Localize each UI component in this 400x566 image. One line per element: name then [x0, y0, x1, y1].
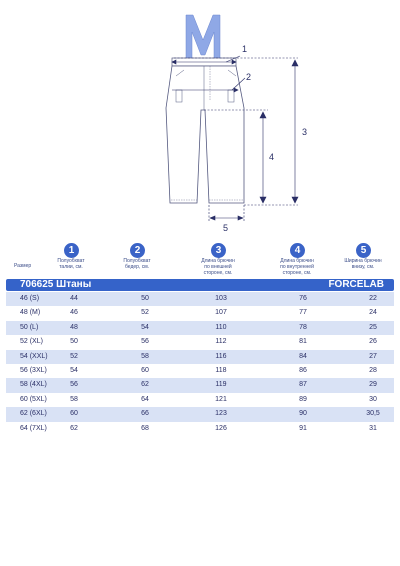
value-cell: 58	[70, 395, 78, 403]
pants-outline	[166, 66, 244, 203]
value-cell: 58	[141, 352, 149, 360]
col-num-4: 4	[290, 243, 305, 258]
value-cell: 121	[215, 395, 227, 403]
value-cell: 126	[215, 424, 227, 432]
col-num-1: 1	[64, 243, 79, 258]
value-cell: 44	[70, 295, 78, 302]
measure-label-2: 2	[246, 72, 252, 82]
value-cell: 25	[369, 323, 377, 331]
value-cell: 77	[299, 309, 307, 317]
value-cell: 86	[299, 366, 307, 374]
value-cell: 62	[141, 381, 149, 389]
value-cell: 84	[299, 352, 307, 360]
value-cell: 29	[369, 381, 377, 389]
value-cell: 66	[141, 410, 149, 418]
value-cell: 24	[369, 309, 377, 317]
value-cell: 31	[369, 424, 377, 432]
size-table	[6, 292, 394, 436]
value-cell: 87	[299, 381, 307, 389]
value-cell: 50	[141, 295, 149, 302]
size-cell: 46 (S)	[20, 295, 40, 302]
col-num-2: 2	[130, 243, 145, 258]
value-cell: 56	[141, 338, 149, 346]
table-row	[6, 350, 394, 364]
table-row	[6, 292, 394, 306]
size-cell: 64 (7XL)	[20, 424, 47, 432]
col-head-5: Ширина брючин внизу, см.	[344, 258, 382, 270]
size-cell: 58 (4XL)	[20, 381, 47, 389]
size-cell: 52 (XL)	[20, 338, 43, 346]
size-cell: 62 (6XL)	[20, 410, 47, 418]
col-head-1: Полуобхват талии, см.	[57, 258, 85, 270]
model-title-bar	[6, 279, 394, 291]
col-head-2: Полуобхват бедер, см.	[123, 258, 151, 270]
value-cell: 52	[70, 352, 78, 360]
col-head-3: Длина брючин по внешней стороне, см.	[201, 258, 235, 276]
measure-label-4: 4	[269, 152, 275, 162]
value-cell: 91	[299, 424, 307, 432]
value-cell: 30	[369, 395, 377, 403]
pants-diagram	[0, 0, 400, 240]
value-cell: 118	[215, 366, 227, 374]
size-cell: 56 (3XL)	[20, 366, 47, 374]
value-cell: 107	[215, 309, 227, 317]
model-name: 706625 Штаны	[20, 279, 92, 290]
size-cell: 60 (5XL)	[20, 395, 47, 403]
measure-label-5: 5	[223, 223, 229, 233]
suspender-straps	[186, 15, 220, 62]
col-num-3: 3	[211, 243, 226, 258]
value-cell: 28	[369, 366, 377, 374]
size-cell: 54 (XXL)	[20, 352, 48, 360]
table-row	[6, 422, 394, 436]
value-cell: 54	[141, 323, 149, 331]
value-cell: 123	[215, 410, 227, 418]
value-cell: 50	[70, 338, 78, 346]
value-cell: 116	[215, 352, 227, 360]
measure-5	[209, 205, 244, 222]
value-cell: 46	[70, 309, 78, 317]
value-cell: 22	[369, 295, 377, 302]
table-row	[6, 335, 394, 349]
value-cell: 60	[70, 410, 78, 418]
value-cell: 52	[141, 309, 149, 317]
col-head-4: Длина брючин по внутренней стороне, см.	[280, 258, 314, 276]
size-column-label: Размер	[14, 263, 32, 269]
measure-label-3: 3	[302, 127, 308, 137]
value-cell: 48	[70, 323, 78, 331]
size-cell: 50 (L)	[20, 323, 39, 331]
value-cell: 81	[299, 338, 307, 346]
table-row	[6, 321, 394, 335]
table-row	[6, 378, 394, 392]
value-cell: 56	[70, 381, 78, 389]
value-cell: 54	[70, 366, 78, 374]
col-num-5: 5	[356, 243, 371, 258]
value-cell: 110	[215, 323, 227, 331]
value-cell: 103	[215, 295, 227, 302]
value-cell: 30,5	[366, 410, 380, 418]
value-cell: 76	[299, 295, 307, 302]
value-cell: 119	[215, 381, 227, 389]
table-row	[6, 407, 394, 421]
value-cell: 90	[299, 410, 307, 418]
table-row	[6, 306, 394, 320]
size-cell: 48 (M)	[20, 309, 41, 317]
value-cell: 27	[369, 352, 377, 360]
measure-label-1: 1	[242, 44, 248, 54]
table-row	[6, 364, 394, 378]
value-cell: 78	[299, 323, 307, 331]
table-row	[6, 393, 394, 407]
value-cell: 89	[299, 395, 307, 403]
value-cell: 60	[141, 366, 149, 374]
value-cell: 62	[70, 424, 78, 432]
brand-name: FORCELAB	[328, 279, 384, 290]
value-cell: 64	[141, 395, 149, 403]
value-cell: 26	[369, 338, 377, 346]
value-cell: 112	[215, 338, 227, 346]
value-cell: 68	[141, 424, 149, 432]
